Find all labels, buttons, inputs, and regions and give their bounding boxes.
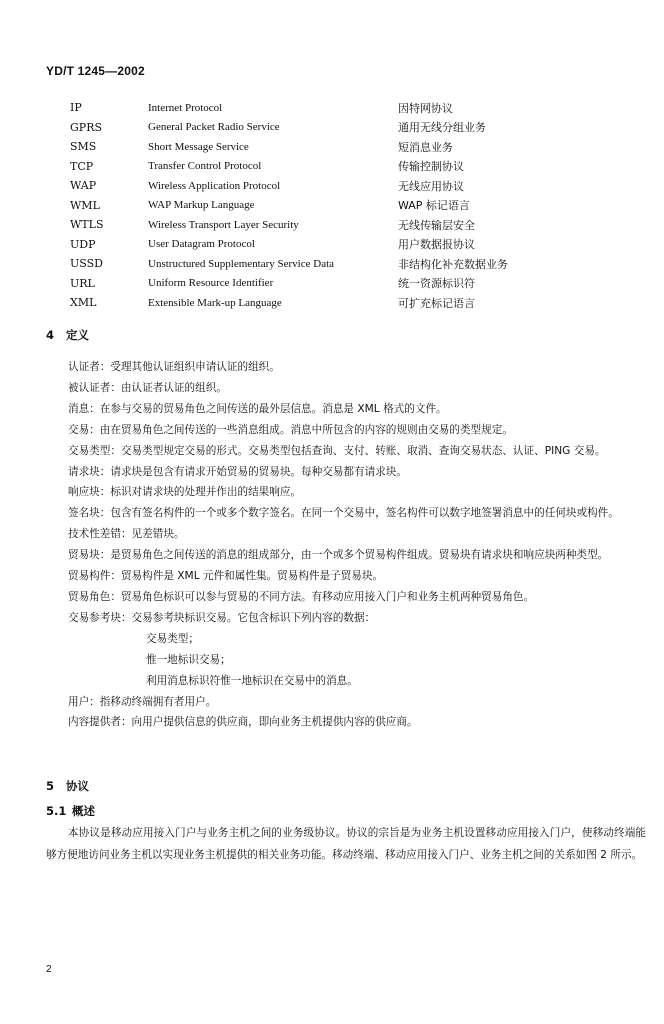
table-row	[70, 293, 558, 313]
chinese-term-cell: 用户数据报协议	[398, 238, 475, 252]
chinese-term-cell: 无线传输层安全	[398, 218, 475, 232]
section-5-1-number: 5.1	[46, 804, 67, 818]
reference-sub-item: 惟一地标识交易；	[146, 653, 231, 666]
definition-item: 交易类型：交易类型规定交易的形式。交易类型包括查询、支付、转账、取消、查询交易状态、认证、PING 交易。	[68, 444, 606, 457]
definition-item: 贸易构件：贸易构件是 XML 元件和属性集。贸易构件是子贸易块。	[68, 570, 384, 583]
abbr-cell: TCP	[70, 159, 94, 173]
reference-sub-item: 交易类型；	[146, 632, 199, 645]
table-row	[70, 176, 558, 196]
chinese-term-cell: 无线应用协议	[398, 179, 464, 193]
abbr-cell: SMS	[70, 140, 97, 154]
section-5-heading	[46, 778, 89, 794]
chinese-term-cell: 传输控制协议	[398, 160, 464, 174]
chinese-term-cell: 统一资源标识符	[398, 277, 475, 291]
abbr-cell: WTLS	[70, 218, 104, 232]
definition-item: 签名块：包含有签名构件的一个或多个数字签名。在同一个交易中，签名构件可以数字地签署消息中的任何块或构件。	[68, 507, 619, 520]
doc-code-header: YD/T 1245—2002	[46, 64, 145, 78]
chinese-term-cell: WAP 标记语言	[398, 199, 470, 213]
section-5-1-title: 概述	[72, 804, 95, 818]
section-4-title: 定义	[66, 328, 89, 342]
chinese-term-cell: 短消息业务	[398, 140, 453, 154]
chinese-term-cell: 因特网协议	[398, 101, 453, 115]
definition-item: 贸易块：是贸易角色之间传送的消息的组成部分，由一个或多个贸易构件组成。贸易块有请求块和响应块两种类型。	[68, 549, 609, 562]
chinese-term-cell: 可扩充标记语言	[398, 296, 475, 310]
definition-item: 技术性差错：见差错块。	[68, 528, 185, 541]
english-term-cell: User Datagram Protocol	[148, 238, 255, 251]
table-row	[70, 118, 558, 138]
table-row	[70, 215, 558, 235]
abbr-cell: USSD	[70, 257, 103, 271]
table-row	[70, 235, 558, 255]
abbr-cell: IP	[70, 101, 82, 115]
definition-item: 认证者：受理其他认证组织申请认证的组织。	[68, 361, 280, 373]
table-row	[70, 274, 558, 294]
english-term-cell: Uniform Resource Identifier	[148, 277, 274, 290]
english-term-cell: Unstructured Supplementary Service Data	[148, 257, 335, 270]
definition-item: 交易参考块：交易参考块标识交易。它包含标识下列内容的数据：	[68, 611, 376, 624]
definition-item: 被认证者：由认证者认证的组织。	[68, 381, 227, 394]
definition-item: 用户：指移动终端拥有者用户。	[68, 695, 217, 708]
abbr-cell: URL	[70, 276, 95, 290]
abbr-cell: GPRS	[70, 120, 103, 134]
definition-item: 贸易角色：贸易角色标识可以参与贸易的不同方法。有移动应用接入门户和业务主机两种贸易角色。	[68, 590, 535, 603]
section-5-title: 协议	[66, 779, 89, 793]
section-4-number: 4	[46, 328, 55, 342]
english-term-cell: Wireless Application Protocol	[148, 179, 281, 192]
definition-item: 消息：在参与交易的贸易角色之间传送的最外层信息。消息是 XML 格式的文件。	[68, 402, 447, 415]
abbr-cell: XML	[70, 296, 97, 310]
definition-item: 交易：由在贸易角色之间传送的一些消息组成。消息中所包含的内容的规则由交易的类型规定。	[68, 423, 513, 436]
abbreviation-table	[70, 98, 558, 313]
english-term-cell: Internet Protocol	[148, 101, 223, 114]
table-row	[70, 157, 558, 177]
chinese-term-cell: 非结构化补充数据业务	[398, 257, 508, 271]
english-term-cell: Transfer Control Protocol	[148, 160, 262, 173]
table-row	[70, 196, 558, 216]
section-5-number: 5	[46, 779, 55, 793]
section-5-1-heading	[46, 803, 95, 819]
definition-item: 响应块：标识对请求块的处理并作出的结果响应。	[68, 486, 302, 499]
english-term-cell: Extensible Mark-up Language	[148, 296, 282, 309]
english-term-cell: WAP Markup Language	[148, 199, 255, 212]
table-row	[70, 137, 558, 157]
english-term-cell: Short Message Service	[148, 140, 249, 153]
abbr-cell: WAP	[70, 179, 97, 193]
reference-sub-item: 利用消息标识符惟一地标识在交易中的消息。	[146, 674, 358, 687]
definition-item: 请求块：请求块是包含有请求开始贸易的贸易块。每种交易都有请求块。	[68, 465, 407, 478]
table-row	[70, 98, 558, 118]
abbr-cell: UDP	[70, 237, 96, 251]
table-row	[70, 254, 558, 274]
english-term-cell: General Packet Radio Service	[148, 121, 280, 134]
chinese-term-cell: 通用无线分组业务	[398, 121, 486, 135]
abbr-cell: WML	[70, 198, 100, 212]
page-number: 2	[46, 964, 52, 975]
definition-item: 内容提供者：向用户提供信息的供应商，即向业务主机提供内容的供应商。	[68, 716, 418, 729]
definitions-list	[46, 357, 646, 733]
english-term-cell: Wireless Transport Layer Security	[148, 218, 299, 231]
overview-paragraph: 本协议是移动应用接入门户与业务主机之间的业务级协议。协议的宗旨是为业务主机设置移动应用接入门户，使移动终端能够方便地访问业务主机以实现业务主机提供的相关业务功能。移动终端、移动应用接入门户、业务主机之间的关系如图 2 所示。	[46, 827, 646, 861]
section-4-heading	[46, 327, 89, 343]
